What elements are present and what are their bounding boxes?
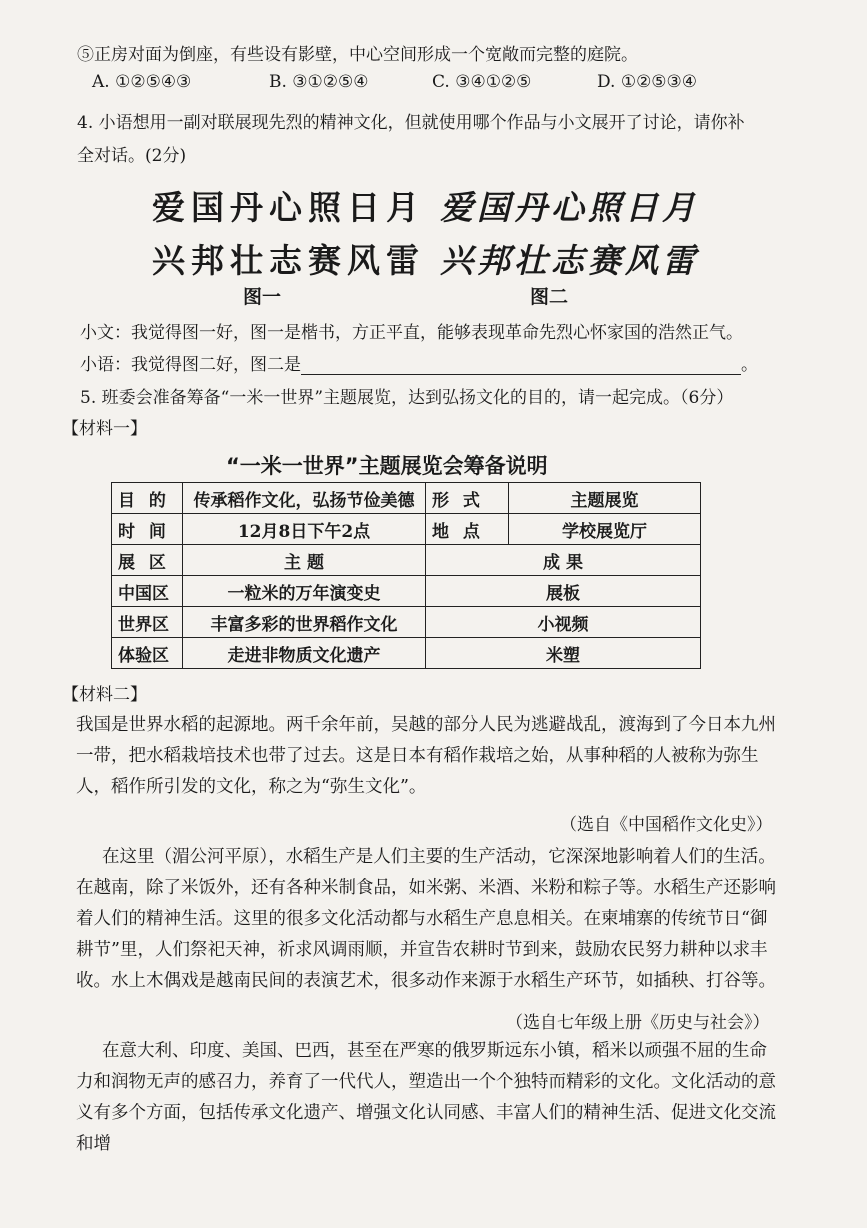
- cell-label: 目 的: [112, 483, 183, 514]
- cell-value: 主题展览: [509, 483, 701, 514]
- fig2-caption: 图二: [530, 286, 569, 308]
- source1: （选自《中国稻作文化史》）: [560, 815, 773, 835]
- material2-label: 【材料二】: [62, 685, 147, 705]
- cell-value: 12月8日下午2点: [183, 514, 426, 545]
- table-header-row: [112, 545, 701, 576]
- cell-label: 地 点: [426, 514, 509, 545]
- answer-blank[interactable]: [301, 358, 741, 375]
- fig1-line1: 爱国丹心照日月: [152, 188, 425, 227]
- cell-zone: 世界区: [112, 607, 183, 638]
- material1-label: 【材料一】: [62, 419, 147, 439]
- fig2-line1: 爱国丹心照日月: [440, 188, 699, 227]
- q4-stem-line1: 4. 小语想用一副对联展现先烈的精神文化，但就使用哪个作品与小文展开了讨论，请你补: [77, 113, 745, 133]
- cell-zone: 体验区: [112, 638, 183, 669]
- material2-para2: 在这里（湄公河平原），水稻生产是人们主要的生产活动，它深深地影响着人们的生活。在越南，除了米饭外，还有各种米制食品，如米粥、米酒、米粉和粽子等。水稻生产还影响着人们的精神生活。这里的很多文化活动都与水稻生产息息相关。在柬埔寨的传统节日“御耕节”里，人们祭祀天神，祈求风调雨顺，并宣告农耕时节到来，鼓励农民努力耕种以求丰收。水上木偶戏是越南民间的表演艺术，很多动作来源于水稻生产环节，如插秧、打谷等。: [76, 847, 776, 991]
- cell-theme: 丰富多彩的世界稻作文化: [183, 607, 426, 638]
- cell-label: 形 式: [426, 483, 509, 514]
- cell-theme: 一粒米的万年演变史: [183, 576, 426, 607]
- table-row: [112, 638, 701, 669]
- cell-result: 展板: [426, 576, 701, 607]
- xiaoyu-text: 小语：我觉得图二好，图二是: [80, 355, 301, 375]
- option-d[interactable]: D. ①②⑤③④: [597, 72, 698, 92]
- table-row: [112, 483, 701, 514]
- material2-para3: 在意大利、印度、美国、巴西，甚至在严寒的俄罗斯远东小镇，稻米以顽强不屈的生命力和润物无声的感召力，养育了一代代人，塑造出一个个独特而精彩的文化。文化活动的意义有多个方面，包括传承文化遗产、增强文化认同感、丰富人们的精神生活、促进文化交流和增: [76, 1041, 776, 1154]
- cell-value: 学校展览厅: [509, 514, 701, 545]
- fig2-line2: 兴邦壮志赛风雷: [440, 241, 699, 280]
- xiaoyu-dialogue: [80, 350, 758, 375]
- cell-zone: 中国区: [112, 576, 183, 607]
- cell-result: 米塑: [426, 638, 701, 669]
- header-result: 成 果: [426, 545, 701, 576]
- table-row: [112, 514, 701, 545]
- header-zone: 展 区: [112, 545, 183, 576]
- xiaowen-dialogue: 小文：我觉得图一好，图一是楷书，方正平直，能够表现革命先烈心怀家国的浩然正气。: [80, 323, 743, 343]
- cell-value: 传承稻作文化，弘扬节俭美德: [183, 483, 426, 514]
- header-theme: 主 题: [183, 545, 426, 576]
- table-title: “一米一世界”主题展览会筹备说明: [226, 454, 548, 478]
- cell-theme: 走进非物质文化遗产: [183, 638, 426, 669]
- source2: （选自七年级上册《历史与社会》）: [506, 1013, 770, 1033]
- cell-label: 时 间: [112, 514, 183, 545]
- q3-item5: ⑤正房对面为倒座，有些设有影壁，中心空间形成一个宽敞而完整的庭院。: [77, 45, 638, 65]
- material2-para1: 我国是世界水稻的起源地。两千余年前，吴越的部分人民为逃避战乱，渡海到了今日本九州一带，把水稻栽培技术也带了过去。这是日本有稻作栽培之始，从事种稻的人被称为弥生人，稻作所引发的文化，称之为“弥生文化”。: [76, 715, 776, 797]
- option-a[interactable]: A. ①②⑤④③: [92, 72, 192, 92]
- fig1-line2: 兴邦壮志赛风雷: [152, 241, 425, 280]
- cell-result: 小视频: [426, 607, 701, 638]
- table-row: [112, 607, 701, 638]
- fig1-caption: 图一: [243, 286, 282, 308]
- q5-stem: 5. 班委会准备筹备“一米一世界”主题展览，达到弘扬文化的目的，请一起完成。（6分）: [80, 388, 734, 408]
- xiaoyu-end: 。: [741, 355, 758, 375]
- q4-stem-line2: 全对话。(2分): [77, 146, 187, 166]
- exhibition-table: [111, 482, 701, 669]
- option-b[interactable]: B. ③①②⑤④: [269, 72, 369, 92]
- option-c[interactable]: C. ③④①②⑤: [432, 72, 532, 92]
- table-row: [112, 576, 701, 607]
